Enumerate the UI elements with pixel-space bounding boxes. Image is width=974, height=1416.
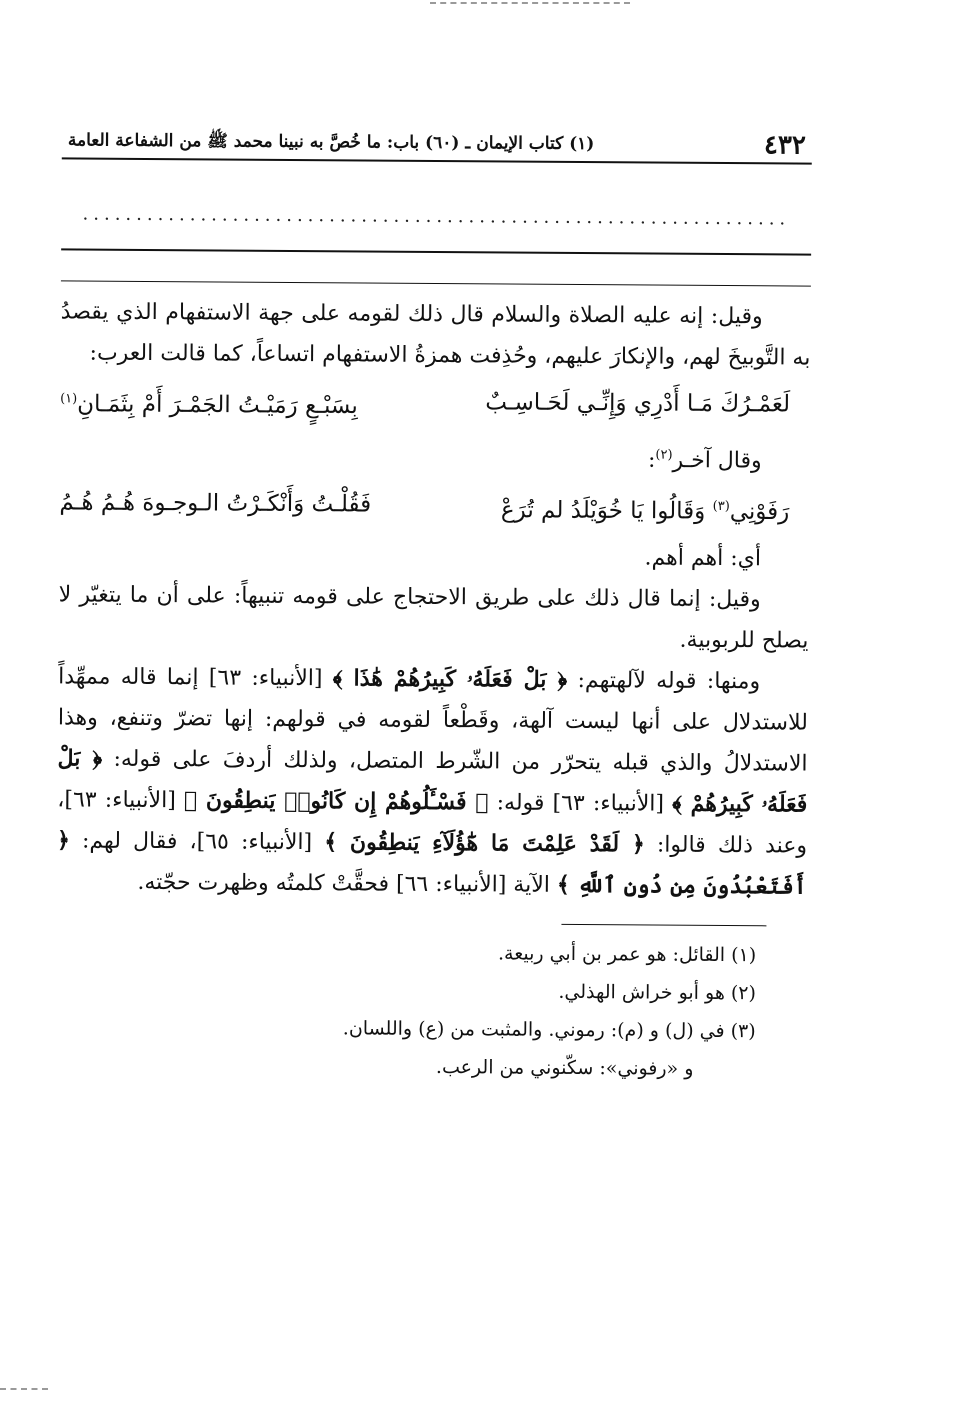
verse-first-hemistich bbox=[501, 479, 790, 538]
book-page bbox=[53, 125, 812, 1400]
page-number: ٤٣٢ bbox=[763, 130, 806, 161]
quran-quote: ﴿ أَفَتَعْبُدُونَ مِن دُونِ ٱللَّهِ ﴾ bbox=[56, 827, 807, 900]
quran-quote: ﴿ بَلْ فَعَلَهُۥ كَبِيرُهُمْ ﴾ bbox=[57, 745, 808, 818]
quran-quote: ﴿ لَقَدْ عَلِمْتَ مَا هَٰٓؤُلَآءِ يَنطِقُونَ ﴾ bbox=[324, 828, 645, 858]
paragraph: وقيل: إنه عليه الصلاة والسلام قال ذلك لقومه على جهة الاستفهام الذي يقصدُ به التَّوبيخَ لهم، والإنكارَ عليهم، وحُذِفت همزةُ الاستفهام اتساعاً، كما قالت العرب: bbox=[60, 299, 811, 371]
paragraph-punct: : bbox=[647, 447, 656, 473]
verse-text: رَفَوْنِي bbox=[729, 498, 790, 526]
footnote-rule bbox=[561, 924, 766, 926]
verse-text: وَقَالُوا يَا خُوَيْلَدُ لم تُرَعْ bbox=[500, 497, 713, 525]
paragraph bbox=[60, 430, 810, 482]
dotted-separator: .................................................................. bbox=[82, 203, 791, 230]
footnote: (٢) هو أبو خراش الهذلي. bbox=[558, 980, 757, 1004]
footnote-marker: (٢) bbox=[655, 447, 673, 463]
separator-rule-2 bbox=[61, 280, 811, 286]
verse-second-hemistich bbox=[60, 373, 358, 432]
footnote-marker: (١) bbox=[60, 391, 78, 407]
footnote-marker: (٣) bbox=[712, 498, 730, 515]
verse-first-hemistich: لَعَمْـرُكَ مَـا أَدْرِي وَإِنِّـي لَحَـاسِـبٌ bbox=[485, 389, 791, 418]
paragraph-text: [الأنبياء: ٦٥]، فقال لهم: bbox=[69, 828, 325, 855]
scan-artifact-bottom bbox=[0, 1388, 48, 1390]
paragraph-text: [الأنبياء: ٦٣] قوله: bbox=[488, 790, 673, 817]
paragraph-text: الآية [الأنبياء: ٦٦] فحقَّتْ كلمتُه وظهرت حجّته. bbox=[137, 869, 558, 898]
main-text bbox=[57, 291, 811, 907]
running-title: (١) كتاب الإيمان ـ (٦٠) باب: ما خُصَّ به نبينا محمد ﷺ من الشفاعة العامة bbox=[67, 130, 595, 155]
footnote: (٣) في (ل) و (م): رموني. والمثبت من (ع) واللسان. bbox=[342, 1017, 756, 1042]
verse-text: بِسَبْـعٍ رَمَيْـتُ الجَمْـرَ أَمْ بِثَمَـانِ bbox=[77, 391, 358, 420]
footnote-continuation: و «رفوني»: سكّنوني من الرعب. bbox=[435, 1055, 694, 1080]
paragraph bbox=[57, 656, 809, 907]
poem-verse bbox=[60, 373, 810, 435]
page-header bbox=[62, 125, 812, 162]
footnotes bbox=[55, 931, 806, 1088]
scan-artifact-top bbox=[430, 2, 630, 4]
paragraph-text: [الأنبياء: ٦٣] إنما قاله ممهِّداً للاستدلال على أنها ليست آلهة، وقَطْعاً لقومه في قولهم: إنها تضرّ وتنفع، وهذا الاستدلالُ والذي قبله يتحرّر من الشّرط المتصل، ولذلك أردفَ على قوله: bbox=[57, 664, 808, 777]
verse-second-hemistich: فَقُلْـتُ وَأَنْكَـرْتُ الـوجـوهَ هُـمُ هُـمُ bbox=[59, 489, 372, 518]
paragraph-text: ومنها: قوله لآلهتهم: bbox=[567, 667, 761, 694]
paragraph: وقيل: إنما قال ذلك على طريق الاحتجاج على قومه تنبيهاً: على أن ما يتغيّر لا يصلح للربوبية. bbox=[58, 582, 809, 654]
quran-quote: ﴿ فَسْـَٔلُوهُمْ إِن كَانُوا۟ يَنطِقُونَ ﴾ bbox=[183, 786, 489, 816]
poem-verse bbox=[59, 476, 809, 538]
quran-quote: ﴿ بَلْ فَعَلَهُۥ كَبِيرُهُمْ هَٰذَا ﴾ bbox=[332, 664, 568, 693]
paragraph-text: وقال آخـر bbox=[672, 447, 762, 474]
paragraph: أي: أهم أهم. bbox=[644, 545, 762, 571]
paragraph-text: [الأنبياء: ٦٣]، وعند ذلك قالوا: bbox=[57, 787, 808, 859]
footnote: (١) القائل: هو عمر بن أبي ربيعة. bbox=[497, 942, 757, 966]
separator-rule bbox=[61, 248, 811, 255]
